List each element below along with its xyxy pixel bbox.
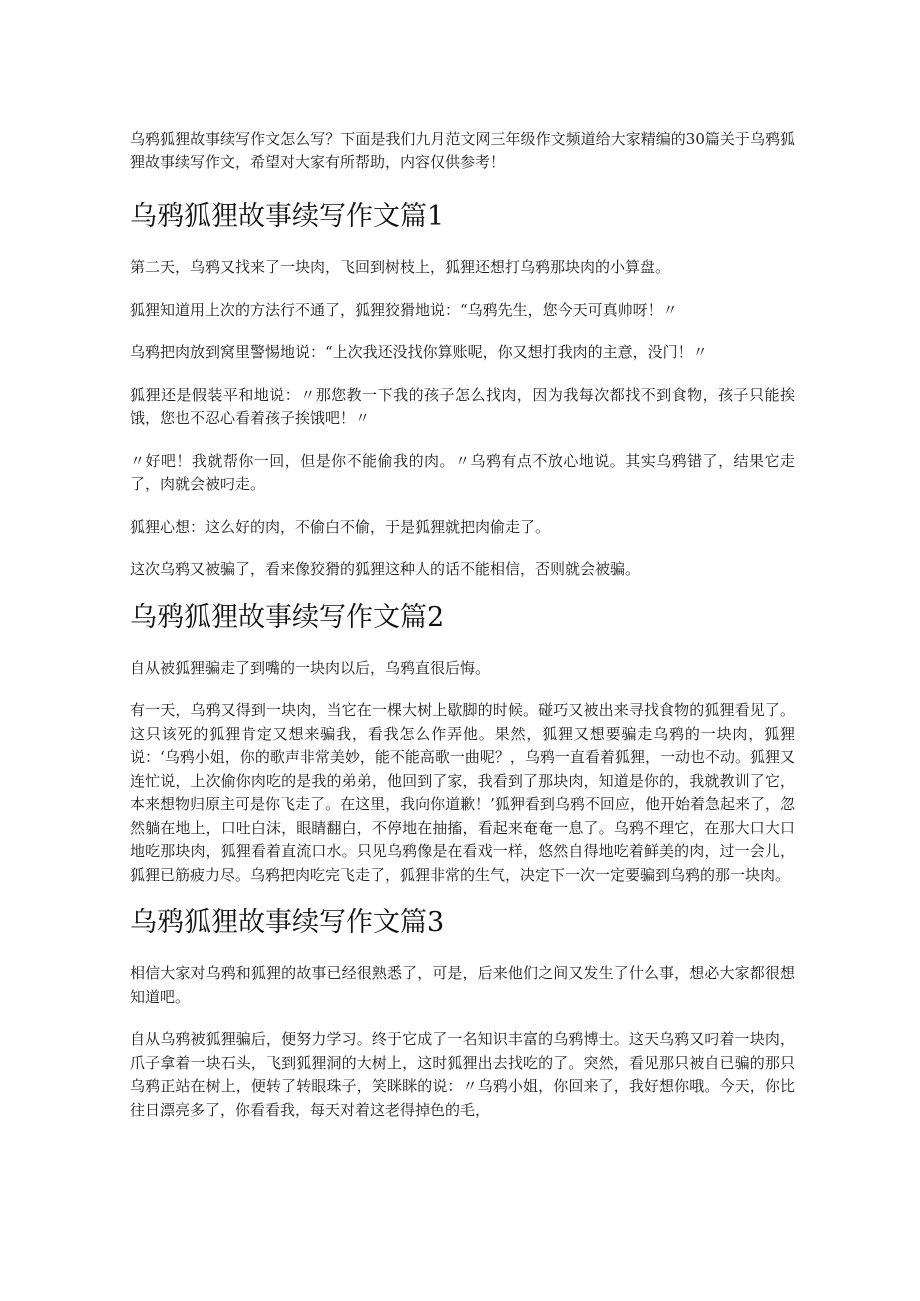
paragraph: 相信大家对乌鸦和狐狸的故事已经很熟悉了，可是，后来他们之间又发生了什么事，想必大家都很想知道吧。 [130,964,795,1006]
paragraph: 自从被狐狸骗走了到嘴的一块肉以后，乌鸦直很后悔。 [130,658,491,677]
section-3 [130,906,795,1122]
paragraph: 乌鸦把肉放到窝里警惕地说：“上次我还没找你算账呢，你又想打我肉的主意，没门！〃 [130,343,708,361]
paragraph: 狐狸心想：这么好的肉，不偷白不偷，于是狐狸就把肉偷走了。 [130,517,551,536]
section-title: 乌鸦狐狸故事续写作文篇1 [130,201,445,232]
paragraph: 狐狸还是假装平和地说：〃那您教一下我的孩子怎么找肉，因为我每次都找不到食物，孩子只能挨饿，您也不忍心看着孩子挨饿吧！〃 [130,385,795,427]
paragraph: 〃好吧！我就帮你一回，但是你不能偷我的肉。〃乌鸦有点不放心地说。其实乌鸦错了，结果它走了，肉就会被叼走。 [130,451,795,493]
section-2 [130,601,795,888]
paragraph: 狐狸知道用上次的方法行不通了，狐狸狡猾地说：“乌鸦先生，您今天可真帅呀！〃 [130,300,678,319]
intro-paragraph: 乌鸦狐狸故事续写作文怎么写？下面是我们九月范文网三年级作文频道给大家精编的30篇关于乌鸦狐狸故事续写作文，希望对大家有所帮助，内容仅供参考！ [130,130,795,171]
paragraph: 有一天，乌鸦又得到一块肉，当它在一棵大树上歇脚的时候。碰巧又被出来寻找食物的狐狸看见了。这只该死的狐狸肯定又想来骗我，看我怎么作弄他。果然，狐狸又想要骗走乌鸦的一块肉，狐狸说：‘乌鸦小姐，你的歌声非常美妙，能不能高歌一曲呢？，乌鸦一直看着狐狸，一动也不动。狐狸又连忙说，上次偷你肉吃的是我的弟弟，他回到了家，我看到了那块肉，知道是你的，我就教训了它，本来想物归原主可是你飞走了。在这里，我向你道歉！’狐狎看到乌鸦不回应，他开始着急起来了，忽然躺在地上，口吐白沫，眼睛翻白，不停地在抽搐，看起来奄奄一息了。乌鸦不理它，在那大口大口地吃那块肉，狐狸看着直流口水。只见乌鸦像是在看戏一样，悠然自得地吃着鲜美的肉，过一会儿，狐狸已筋疲力尽。乌鸦把肉吃完飞走了，狐狸非常的生气，决定下一次一定要骗到乌鸦的那一块肉。 [130,701,795,884]
document-page [130,128,795,1141]
paragraph: 第二天，乌鸦又找来了一块肉，飞回到树枝上，狐狸还想打乌鸦那块肉的小算盘。 [130,258,671,276]
section-1 [130,200,795,582]
paragraph: 自从乌鸦被狐狸骗后，便努力学习。终于它成了一名知识丰富的乌鸦博士。这天乌鸦又叼着一块肉，爪子拿着一块石头，飞到狐狸洞的大树上，这时狐狸出去找吃的了。突然，看见那只被自已骗的那只乌鸦正站在树上，便转了转眼珠子，笑眯眯的说：〃乌鸦小姐，你回来了，我好想你哦。今天，你比往日漂亮多了，你看看我，每天对着这老得掉色的毛， [130,1030,795,1119]
section-title: 乌鸦狐狸故事续写作文篇2 [130,601,445,633]
paragraph: 这次乌鸦又被骗了，看来像狡猾的狐狸这种人的话不能相信，否则就会被骗。 [130,560,641,578]
section-title: 乌鸦狐狸故事续写作文篇3 [130,907,445,938]
